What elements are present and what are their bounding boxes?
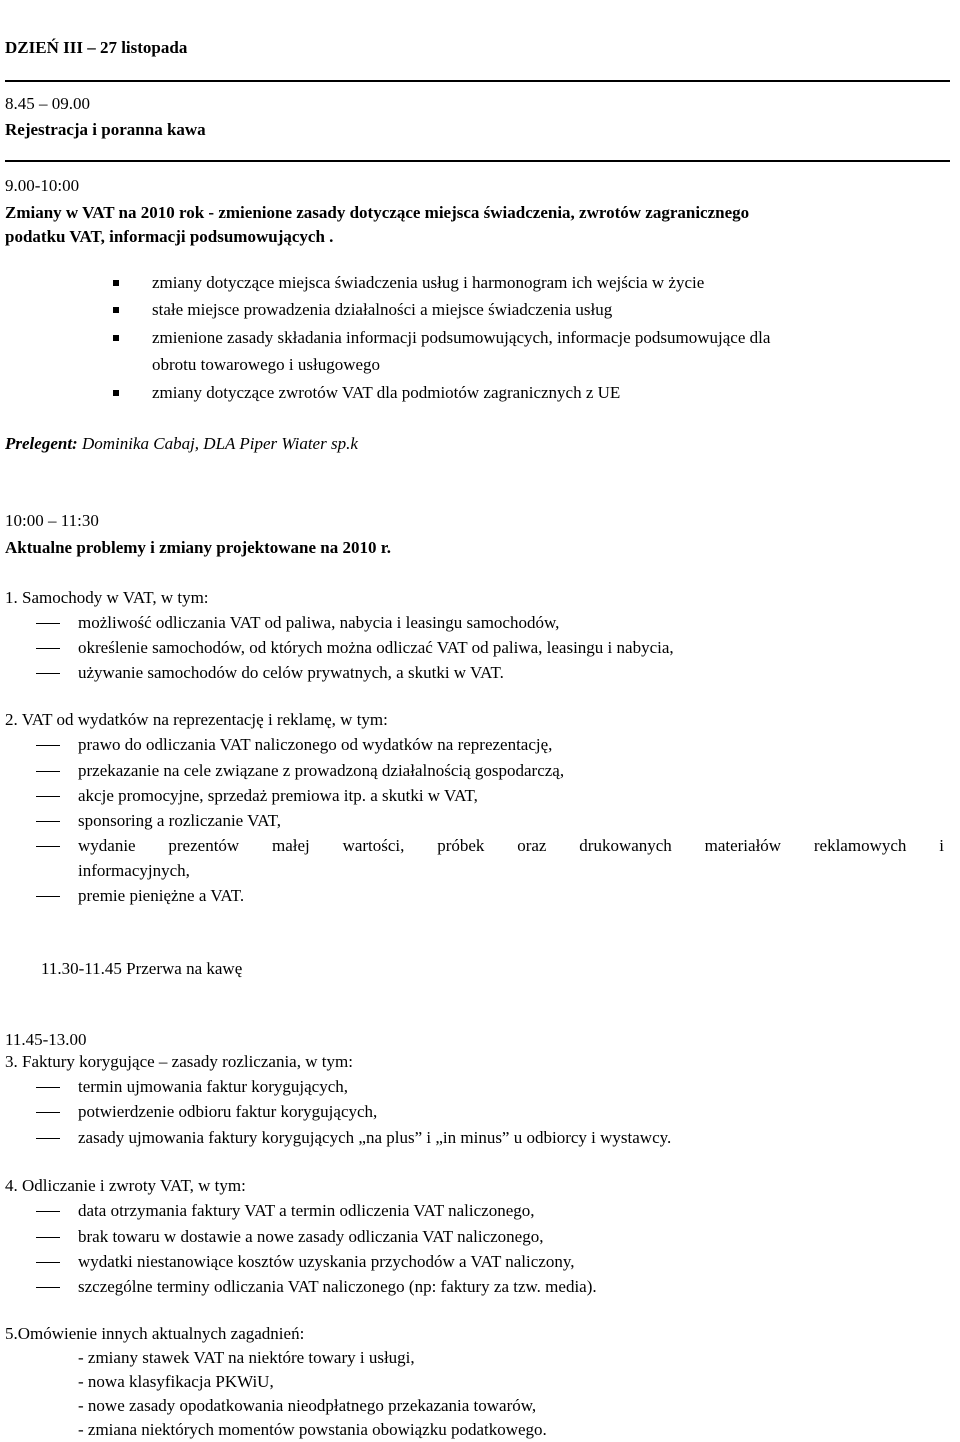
word: drukowanych [579,836,672,855]
hyphen-item: - nowa klasyfikacja PKWiU, [78,1372,274,1391]
dash-bullet-icon [36,648,60,649]
bullet-item: zmienione zasady składania informacji podsumowujących, informacje podsumowujące dla [152,328,771,347]
dash-item: termin ujmowania faktur korygujących, [78,1077,349,1096]
session-time: 10:00 – 11:30 [5,511,99,530]
topic-heading: 5.Omówienie innych aktualnych zagadnień: [5,1324,305,1343]
bullet-item-continuation: obrotu towarowego i usługowego [152,355,381,374]
dash-bullet-icon [36,1262,60,1263]
dash-item: przekazanie na cele związane z prowadzoną działalnością gospodarczą, [78,761,565,780]
dash-bullet-icon [36,623,60,624]
dash-bullet-icon [36,1211,60,1212]
dash-item: określenie samochodów, od których można odliczać VAT od paliwa, leasingu i nabycia, [78,638,674,657]
session-time: 11.45-13.00 [5,1030,87,1049]
dash-bullet-icon [36,821,60,822]
dash-item: używanie samochodów do celów prywatnych, a skutki w VAT. [78,663,504,682]
bullet-item: stałe miejsce prowadzenia działalności a miejsce świadczenia usług [152,300,613,319]
dash-item: brak towaru w dostawie a nowe zasady odliczania VAT naliczonego, [78,1227,544,1246]
dash-bullet-icon [36,745,60,746]
hyphen-item: - zmiana niektórych momentów powstania obowiązku podatkowego. [78,1420,547,1439]
dash-bullet-icon [36,1287,60,1288]
topic-heading: 1. Samochody w VAT, w tym: [5,588,209,607]
dash-item: szczególne terminy odliczania VAT naliczonego (np: faktury za tzw. media). [78,1277,597,1296]
dash-bullet-icon [36,1138,60,1139]
bullet-item: zmiany dotyczące miejsca świadczenia usług i harmonogram ich wejścia w życie [152,273,705,292]
dash-bullet-icon [36,796,60,797]
topic-heading: 2. VAT od wydatków na reprezentację i reklamę, w tym: [5,710,388,729]
divider-rule [5,160,950,162]
dash-item: możliwość odliczania VAT od paliwa, nabycia i leasingu samochodów, [78,613,560,632]
dash-item: premie pieniężne a VAT. [78,886,245,905]
divider-rule [5,80,950,82]
word: próbek [437,836,485,855]
dash-bullet-icon [36,771,60,772]
dash-item: potwierdzenie odbioru faktur korygujących, [78,1102,378,1121]
square-bullet-icon [113,307,119,313]
session-time: 9.00-10:00 [5,176,80,195]
dash-item: akcje promocyjne, sprzedaż premiowa itp. a skutki w VAT, [78,786,478,805]
word: małej [272,836,310,855]
day-heading: DZIEŃ III – 27 listopada [5,38,188,57]
topic-heading: 3. Faktury korygujące – zasady rozliczania, w tym: [5,1052,353,1071]
square-bullet-icon [113,335,119,341]
dash-bullet-icon [36,1087,60,1088]
speaker-name: Dominika Cabaj, DLA Piper Wiater sp.k [77,434,358,453]
square-bullet-icon [113,280,119,286]
dash-bullet-icon [36,1112,60,1113]
word: wartości, [342,836,405,855]
bullet-item: zmiany dotyczące zwrotów VAT dla podmiotów zagranicznych z UE [152,383,621,402]
hyphen-item: - nowe zasady opodatkowania nieodpłatnego przekazania towarów, [78,1396,537,1415]
session-title: Aktualne problemy i zmiany projektowane na 2010 r. [5,538,391,557]
word: wydanie [78,836,136,855]
break-line: 11.30-11.45 Przerwa na kawę [41,959,243,978]
dash-bullet-icon [36,673,60,674]
dash-item: wydatki niestanowiące kosztów uzyskania przychodów a VAT naliczony, [78,1252,575,1271]
dash-item: prawo do odliczania VAT naliczonego od wydatków na reprezentację, [78,735,553,754]
word: prezentów [168,836,240,855]
dash-item-justified [78,834,944,858]
word: reklamowych [813,836,907,855]
square-bullet-icon [113,390,119,396]
speaker-line [5,432,358,456]
hyphen-item: - zmiany stawek VAT na niektóre towary i usługi, [78,1348,415,1367]
dash-item-continuation: informacyjnych, [78,861,190,880]
word: oraz [517,836,547,855]
dash-item: sponsoring a rozliczanie VAT, [78,811,282,830]
session-title-line: Zmiany w VAT na 2010 rok - zmienione zasady dotyczące miejsca świadczenia, zwrotów zagranicznego [5,203,750,222]
dash-item: zasady ujmowania faktury korygujących „na plus” i „in minus” u odbiorcy i wystawcy. [78,1128,672,1147]
session-title-line: podatku VAT, informacji podsumowujących . [5,227,334,246]
session-time: 8.45 – 09.00 [5,94,90,113]
dash-bullet-icon [36,846,60,847]
word: materiałów [704,836,782,855]
topic-heading: 4. Odliczanie i zwroty VAT, w tym: [5,1176,246,1195]
session-title: Rejestracja i poranna kawa [5,120,206,139]
dash-bullet-icon [36,1237,60,1238]
dash-bullet-icon [36,896,60,897]
speaker-label: Prelegent: [5,434,78,453]
word: i [939,836,944,855]
dash-item: data otrzymania faktury VAT a termin odliczenia VAT naliczonego, [78,1201,535,1220]
